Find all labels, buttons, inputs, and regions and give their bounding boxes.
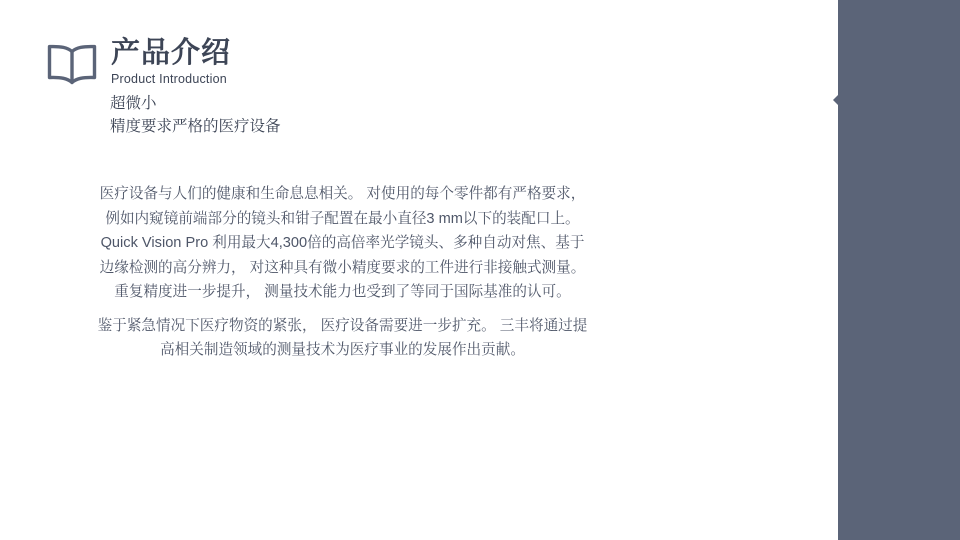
right-side-panel [838, 0, 960, 540]
subtitle-block [110, 92, 281, 138]
subtitle-line-1: 超微小 [110, 95, 157, 112]
page-title: 产品介绍 [111, 37, 232, 69]
page-subtitle-en: Product Introduction [111, 72, 227, 86]
body-paragraph-1: 医疗设备与人们的健康和生命息息相关。 对使用的每个零件都有严格要求， 例如内窥镜前端部分的镜头和钳子配置在最小直径3 mm以下的装配口上。 Quick Vision Pro 利用最大4,300倍的高倍率光学镜头、多种自动对焦、基于边缘检测的高分辨力， 对这种具有微小精度要求的工件进行非接触式测量。 重复精度进一步提升， 测量技术能力也受到了等同于国际基准的认可。 [99, 186, 586, 300]
body-paragraph-2: 鉴于紧急情况下医疗物资的紧张， 医疗设备需要进一步扩充。 三丰将通过提高相关制造领域的测量技术为医疗事业的发展作出贡献。 [97, 317, 588, 358]
open-book-icon [45, 41, 99, 85]
title-block [111, 36, 231, 87]
body-text-block [95, 182, 590, 363]
subtitle-line-2: 精度要求严格的医疗设备 [110, 118, 281, 135]
left-pointing-triangle-icon [833, 89, 844, 111]
slide-header [45, 36, 231, 87]
